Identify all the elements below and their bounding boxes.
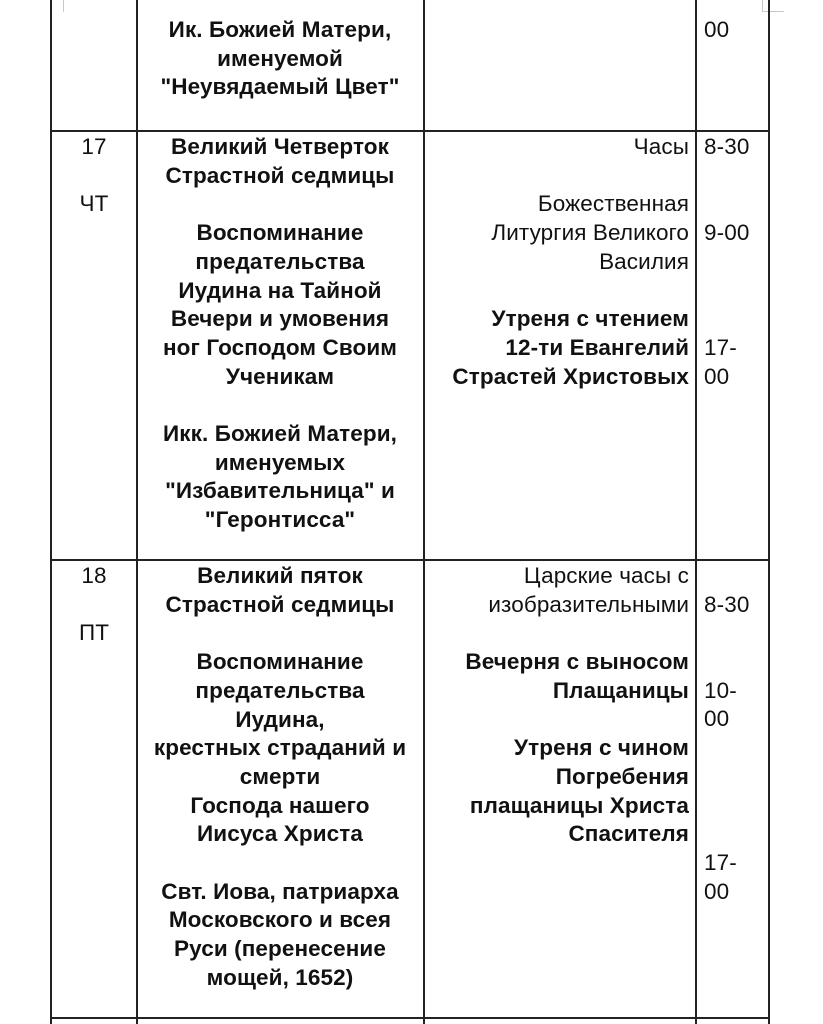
weekday-label: ЧТ [79, 191, 109, 217]
service-line: Литургия Великого [491, 220, 689, 246]
row-divider-2 [50, 559, 770, 561]
commemoration-line: предательства [195, 248, 365, 274]
description-line: именуемой [217, 45, 343, 71]
row-1-description [138, 133, 422, 535]
time-value: 00 [704, 878, 730, 904]
commemoration-line: ног Господом Своим [162, 334, 398, 360]
time-value: 00 [704, 706, 730, 732]
time-value: 17- [704, 334, 737, 360]
weekday-label: ПТ [78, 620, 110, 646]
row-2-services [425, 562, 689, 849]
time-value: 8-30 [704, 134, 750, 159]
table-border-service-col [695, 0, 697, 1024]
time-value: 8-30 [704, 591, 750, 617]
description-line: Ик. Божией Матери, [168, 17, 392, 42]
commemoration-line: Воспоминание [196, 649, 364, 675]
row-1-services [425, 133, 689, 391]
commemoration-line: Вечери и умовения [170, 306, 390, 332]
service-line: 12-ти Евангелий [505, 334, 689, 360]
icon-feast-line: "Геронтисса" [204, 507, 356, 533]
row-2-date-cell [52, 562, 136, 648]
icon-feast-line: Икк. Божией Матери, [163, 421, 397, 446]
commemoration-line: крестных страданий и [153, 735, 407, 761]
day-number: 17 [81, 134, 107, 159]
time-value: 10- [704, 677, 737, 703]
commemoration-line: Воспоминание [196, 220, 364, 246]
day-number: 18 [81, 563, 107, 588]
service-line: Царские часы с [523, 563, 689, 588]
row-2-description [138, 562, 422, 993]
service-line: Утреня с чином [514, 735, 689, 761]
icon-feast-line: "Избавительница" и [165, 478, 395, 504]
time-value: 00 [704, 363, 730, 389]
row-1-times [704, 133, 766, 391]
service-line: Василия [599, 248, 689, 274]
time-value: 00 [704, 17, 730, 42]
service-line: Вечерня с выносом [465, 649, 689, 675]
row-2-times [704, 562, 766, 906]
commemoration-line: Иисуса Христа [197, 821, 363, 847]
service-line: Плащаницы [552, 677, 689, 703]
feast-title-line: Страстной седмицы [165, 591, 395, 617]
saint-feast-line: Свт. Иова, патриарха [161, 878, 399, 904]
saint-feast-line: мощей, 1652) [206, 964, 354, 990]
commemoration-line: Иудина, [235, 706, 325, 732]
time-value: 17- [704, 849, 737, 875]
service-line: Спасителя [568, 821, 689, 847]
row-0-description [138, 16, 422, 102]
service-line: Погребения [555, 763, 689, 789]
service-line: Утреня с чтением [491, 306, 689, 332]
feast-title-line: Великий Четверток [170, 134, 390, 159]
row-divider-1 [50, 130, 770, 132]
page-edge-left [63, 0, 64, 12]
saint-feast-line: Московского и всея [168, 907, 392, 933]
row-1-date-cell [52, 133, 136, 219]
row-0-time [704, 16, 766, 45]
feast-title-line: Великий пяток [197, 563, 363, 588]
description-line: "Неувядаемый Цвет" [160, 74, 400, 100]
service-line: Страстей Христовых [452, 363, 689, 389]
service-line: Часы [633, 134, 689, 159]
service-line: Божественная [537, 191, 689, 217]
service-line: изобразительными [488, 591, 689, 617]
commemoration-line: Ученикам [225, 363, 335, 389]
table-border-right [768, 0, 770, 1024]
service-line: плащаницы Христа [469, 792, 689, 818]
time-value: 9-00 [704, 220, 750, 246]
feast-title-line: Страстной седмицы [165, 162, 395, 188]
icon-feast-line: именуемых [214, 449, 346, 475]
saint-feast-line: Руси (перенесение [174, 936, 386, 962]
commemoration-line: смерти [239, 763, 321, 789]
commemoration-line: Иудина на Тайной [178, 277, 382, 303]
commemoration-line: Господа нашего [190, 792, 370, 818]
page-edge-top [762, 11, 784, 12]
commemoration-line: предательства [195, 677, 365, 703]
row-divider-3 [50, 1017, 770, 1019]
